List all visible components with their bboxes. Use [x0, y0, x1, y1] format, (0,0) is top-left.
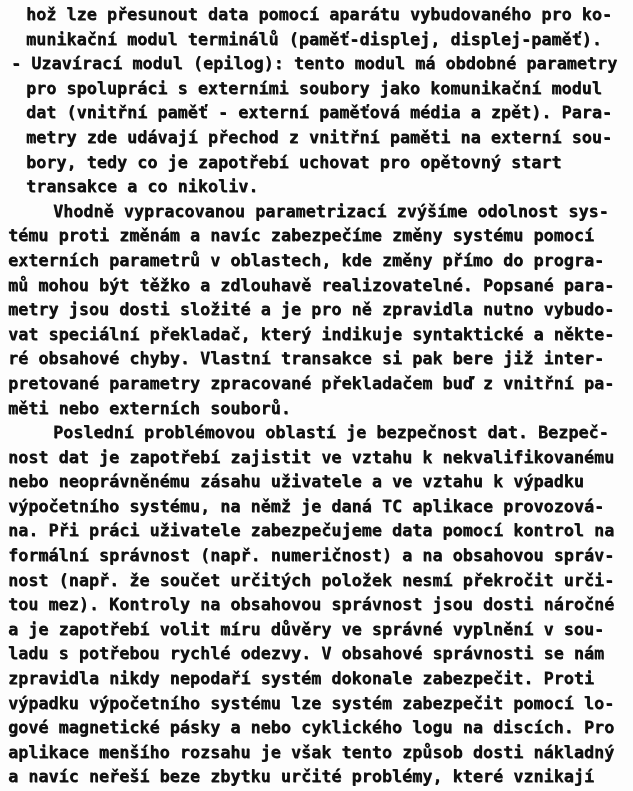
text-body [0, 2, 633, 789]
text-line: metry zde udávají přechod z vnitřní paměti na externí sou- [26, 126, 612, 147]
text-line: externích parametrů v oblastech, kde změny přímo do progra- [8, 249, 605, 270]
text-line: tému proti změnám a navíc zabezpečíme změny systému pomocí [8, 225, 594, 246]
text-line: výpadku výpočetního systému lze systém zabezpečit pomocí lo- [8, 692, 615, 713]
text-line: aplikace menšího rozsahu je však tento způsob dosti nákladný [8, 741, 615, 762]
text-line: formální správnost (např. numeričnost) a na obsahovou správ- [8, 545, 615, 566]
text-line: a je zapotřebí volit míru důvěry ve správné vyplnění v sou- [8, 618, 605, 639]
text-line: bory, tedy co je zapotřebí uchovat pro opětovný start [26, 151, 562, 172]
text-line: Vhodně vypracovanou parametrizací zvýšíme odolnost sys- [53, 200, 609, 221]
text-line: metry jsou dosti složité a je pro ně zpravidla nutno vybudo- [8, 299, 615, 320]
text-line: ladu s potřebou rychlé odezvy. V obsahové správnosti se nám [8, 643, 605, 664]
text-line: mů mohou být těžko a zdlouhavě realizovatelné. Popsané para- [8, 274, 615, 295]
text-line: transakce a co nikoliv. [26, 176, 259, 197]
text-line: na. Při práci uživatele zabezpečujeme data pomocí kontrol na [8, 520, 615, 541]
text-line: výpočetního systému, na němž je daná TC aplikace provozová- [8, 495, 605, 516]
text-line: - Uzavírací modul (epilog): tento modul má obdobné parametry [11, 53, 618, 74]
text-line: ré obsahové chyby. Vlastní transakce si pak bere již inter- [8, 348, 605, 369]
text-line: a navíc neřeší beze zbytku určité problémy, které vznikají [8, 766, 594, 787]
text-line: Poslední problémovou oblastí je bezpečnost dat. Bezpeč- [53, 422, 609, 443]
text-line: nost dat je zapotřebí zajistit ve vztahu k nekvalifikovanému [8, 446, 615, 467]
text-line: vat speciální překladač, který indikuje syntaktické a někte- [8, 323, 615, 344]
text-line: měti nebo externích souborů. [8, 397, 291, 418]
text-line: nebo neoprávněnému zásahu uživatele a ve vztahu k výpadku [8, 471, 584, 492]
text-line: hož lze přesunout data pomocí aparátu vybudovaného pro ko- [26, 4, 612, 24]
text-line: gové magnetické pásky a nebo cyklického logu na discích. Pro [8, 717, 615, 738]
text-line: zpravidla nikdy nepodaří systém dokonale zabezpečit. Proti [8, 668, 594, 689]
text-line: munikační modul terminálů (paměť-displej, displej-paměť). [26, 28, 602, 49]
text-line: tou mez). Kontroly na obsahovou správnost jsou dosti náročné [8, 594, 615, 615]
text-line: pretované parametry zpracované překladačem buď z vnitřní pa- [8, 372, 615, 393]
text-line: pro spolupráci s externími soubory jako komunikační modul [26, 77, 602, 98]
text-line: nost (např. že součet určitých položek nesmí překročit urči- [8, 569, 615, 590]
text-line: dat (vnitřní paměť - externí paměťová média a zpět). Para- [26, 102, 612, 123]
